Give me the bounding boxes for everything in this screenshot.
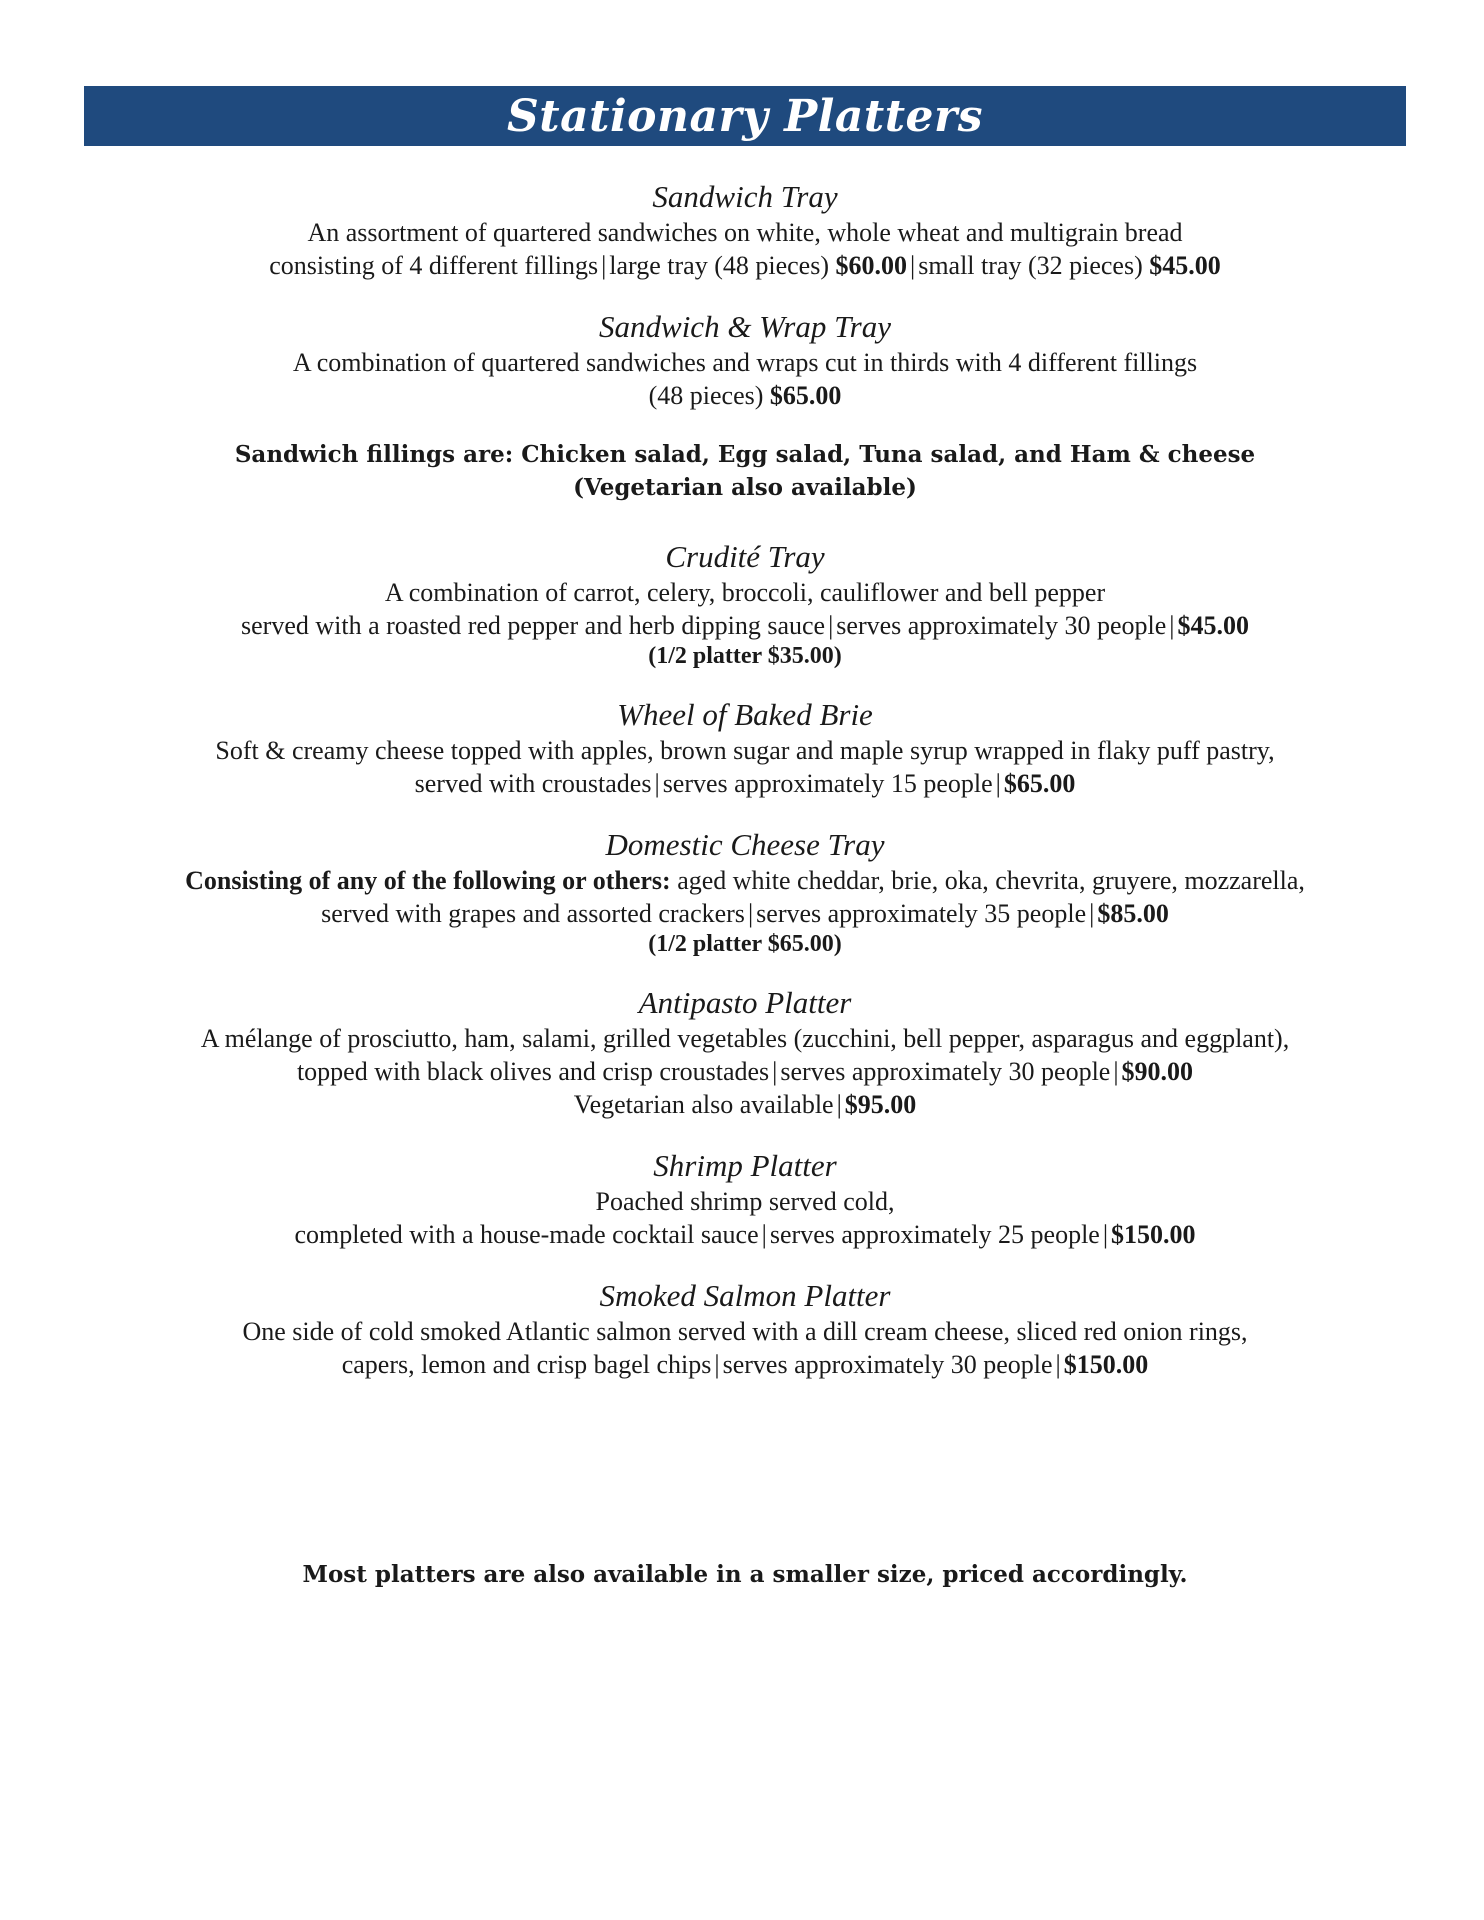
separator: |	[1102, 1220, 1109, 1249]
item-details	[84, 1218, 1406, 1251]
item-description: topped with black olives and crisp croustades	[296, 1057, 770, 1086]
item-description: served with croustades	[414, 769, 652, 798]
item-title: Wheel of Baked Brie	[617, 697, 873, 732]
item-description: served with a roasted red pepper and herb dipping sauce	[241, 611, 826, 640]
serves-label: serves approximately 30 people	[780, 1057, 1111, 1086]
large-tray-label: large tray (48 pieces)	[609, 251, 829, 280]
item-details	[84, 249, 1406, 282]
separator: |	[747, 899, 754, 928]
small-tray-price: $45.00	[1149, 251, 1221, 280]
half-platter-price: (1/2 platter $65.00)	[648, 931, 842, 957]
separator: |	[1055, 1350, 1061, 1379]
item-description: aged white cheddar, brie, oka, chevrita, gruyere, mozzarella,	[677, 866, 1305, 895]
half-platter-price: (1/2 platter $35.00)	[648, 643, 842, 669]
menu-item-sandwich-tray	[84, 178, 1406, 282]
separator: |	[714, 1350, 720, 1379]
item-price: $150.00	[1111, 1220, 1196, 1249]
item-description: served with grapes and assorted crackers	[321, 899, 745, 928]
item-description: Poached shrimp served cold,	[595, 1187, 895, 1216]
vegetarian-option	[84, 1088, 1406, 1121]
item-details	[84, 379, 1406, 412]
separator: |	[909, 251, 916, 280]
item-details	[84, 609, 1406, 642]
menu-item-sandwich-wrap-tray	[84, 308, 1406, 412]
fillings-note-line: Sandwich fillings are: Chicken salad, Egg salad, Tuna salad, and Ham & cheese	[234, 441, 1256, 468]
item-price: $90.00	[1121, 1057, 1194, 1086]
item-title: Antipasto Platter	[638, 985, 852, 1020]
item-price: $65.00	[1003, 769, 1076, 798]
item-description: completed with a house-made cocktail sauce	[294, 1220, 759, 1249]
item-description: An assortment of quartered sandwiches on white, whole wheat and multigrain bread	[307, 218, 1183, 247]
item-lead: Consisting of any of the following or others:	[185, 866, 671, 895]
item-title: Sandwich & Wrap Tray	[599, 309, 891, 344]
title-banner	[84, 86, 1406, 146]
menu-item-baked-brie	[84, 696, 1406, 800]
item-description: capers, lemon and crisp bagel chips	[341, 1350, 712, 1379]
item-description: A combination of carrot, celery, broccoli, cauliflower and bell pepper	[384, 578, 1106, 607]
separator: |	[1113, 1057, 1119, 1086]
separator: |	[1169, 611, 1175, 640]
item-price: $150.00	[1063, 1350, 1149, 1379]
separator: |	[828, 611, 834, 640]
vegetarian-price: $95.00	[844, 1090, 917, 1119]
menu-item-smoked-salmon-platter	[84, 1277, 1406, 1381]
menu-item-antipasto-platter	[84, 984, 1406, 1121]
item-details	[84, 897, 1406, 930]
separator: |	[995, 769, 1001, 798]
item-description-line	[84, 864, 1406, 897]
item-description: A mélange of prosciutto, ham, salami, grilled vegetables (zucchini, bell pepper, asparagus and eggplant),	[200, 1024, 1290, 1053]
item-price: $85.00	[1097, 899, 1169, 928]
item-description: consisting of 4 different fillings	[269, 251, 599, 280]
item-description: One side of cold smoked Atlantic salmon served with a dill cream cheese, sliced red onion rings,	[242, 1317, 1248, 1346]
separator: |	[1089, 899, 1095, 928]
serves-label: serves approximately 25 people	[769, 1220, 1100, 1249]
separator: |	[836, 1090, 842, 1119]
menu-item-shrimp-platter	[84, 1147, 1406, 1251]
serves-label: serves approximately 15 people	[662, 769, 993, 798]
footer-note: Most platters are also available in a smaller size, priced accordingly.	[302, 1561, 1188, 1588]
serves-label: serves approximately 35 people	[756, 899, 1087, 928]
item-price: $65.00	[769, 381, 842, 410]
fillings-note	[84, 438, 1406, 504]
fillings-note-line: (Vegetarian also available)	[573, 474, 917, 501]
serves-label: serves approximately 30 people	[836, 611, 1167, 640]
item-title: Sandwich Tray	[652, 179, 838, 214]
separator: |	[772, 1057, 778, 1086]
item-description: A combination of quartered sandwiches and wraps cut in thirds with 4 different fillings	[292, 348, 1198, 377]
item-title: Smoked Salmon Platter	[599, 1278, 891, 1313]
item-title: Crudité Tray	[665, 539, 825, 574]
menu-list	[84, 178, 1406, 1407]
serves-label: serves approximately 30 people	[722, 1350, 1053, 1379]
separator: |	[761, 1220, 767, 1249]
vegetarian-label: Vegetarian also available	[573, 1090, 834, 1119]
item-details	[84, 1348, 1406, 1381]
menu-item-domestic-cheese-tray	[84, 826, 1406, 958]
item-price: $45.00	[1177, 611, 1249, 640]
item-details	[84, 1055, 1406, 1088]
piece-count: (48 pieces)	[648, 381, 764, 410]
page-title: Stationary Platters	[507, 90, 983, 142]
small-tray-label: small tray (32 pieces)	[918, 251, 1143, 280]
item-description: Soft & creamy cheese topped with apples, brown sugar and maple syrup wrapped in flaky puff pastry,	[215, 736, 1275, 765]
separator: |	[654, 769, 660, 798]
separator: |	[601, 251, 607, 280]
large-tray-price: $60.00	[835, 251, 907, 280]
item-details	[84, 767, 1406, 800]
item-title: Domestic Cheese Tray	[605, 827, 885, 862]
item-title: Shrimp Platter	[653, 1148, 837, 1183]
menu-item-crudite-tray	[84, 538, 1406, 670]
